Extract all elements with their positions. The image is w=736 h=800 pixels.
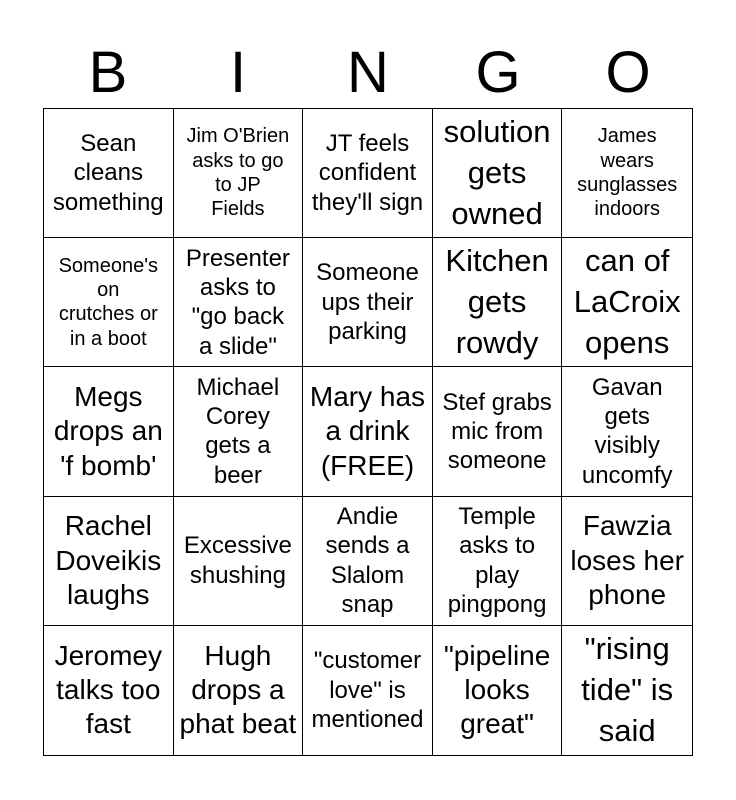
cell-text: Kitchen gets rowdy [445,242,549,360]
bingo-cell[interactable] [174,367,304,496]
header-letter-i: I [229,40,247,105]
cell-text: can of LaCroix opens [573,242,681,360]
bingo-cell[interactable] [433,367,563,496]
bingo-cell[interactable] [433,109,563,238]
cell-text: Sean cleans something [52,130,164,216]
cell-text: Fawzia loses her phone [570,510,684,610]
cell-text: Someone ups their parking [316,259,419,345]
cell-text: Michael Corey gets a beer [196,373,280,489]
bingo-cell[interactable] [433,626,563,755]
cell-text: Someone's on crutches or in a boot [58,254,159,350]
cell-text: Jim O'Brien asks to go to JP Fields [186,125,290,221]
bingo-cell[interactable] [562,238,692,367]
cell-text: Presenter asks to "go back a slide" [185,244,290,360]
header-letter-n: N [347,40,389,105]
cell-text: "rising tide" is said [581,631,674,748]
cell-text: Gavan gets visibly uncomfy [581,373,673,489]
cell-text: "customer love" is mentioned [311,647,424,734]
bingo-header [43,38,693,108]
header-letter-g: G [475,40,521,105]
bingo-cell[interactable] [44,626,174,755]
bingo-cell[interactable] [174,497,304,626]
bingo-cell[interactable] [562,497,692,626]
cell-text: Andie sends a Slalom snap [325,503,410,618]
bingo-cell[interactable] [562,109,692,238]
header-letter-b: B [88,40,128,105]
bingo-cell[interactable] [433,238,563,367]
bingo-cell[interactable] [303,626,433,755]
cell-text: Rachel Doveikis laughs [55,510,162,610]
cell-text: James wears sunglasses indoors [577,125,678,221]
cell-text: Jeromey talks too fast [54,640,162,740]
bingo-cell[interactable] [174,238,304,367]
bingo-cell[interactable] [433,497,563,626]
bingo-cell[interactable] [562,367,692,496]
cell-text: "pipeline looks great" [443,640,551,740]
cell-text: solution gets owned [443,113,551,231]
cell-text: Mary has a drink (FREE) [309,381,426,481]
bingo-cell[interactable] [303,497,433,626]
bingo-cell[interactable] [44,367,174,496]
cell-text: Excessive shushing [183,532,292,589]
bingo-cell[interactable] [174,626,304,755]
bingo-cell[interactable] [44,238,174,367]
cell-text: JT feels confident they'll sign [311,130,424,216]
bingo-cell[interactable] [303,109,433,238]
bingo-cell[interactable] [44,497,174,626]
header-letter-o: O [605,40,651,105]
cell-text: Temple asks to play pingpong [447,503,547,618]
bingo-cell[interactable] [174,109,304,238]
bingo-board [43,108,693,756]
cell-text: Megs drops an 'f bomb' [53,381,163,481]
bingo-cell[interactable] [303,238,433,367]
bingo-cell[interactable] [44,109,174,238]
cell-text: Hugh drops a phat beat [179,640,297,740]
bingo-cell[interactable] [303,367,433,496]
cell-text: Stef grabs mic from someone [442,388,552,475]
bingo-cell[interactable] [562,626,692,755]
